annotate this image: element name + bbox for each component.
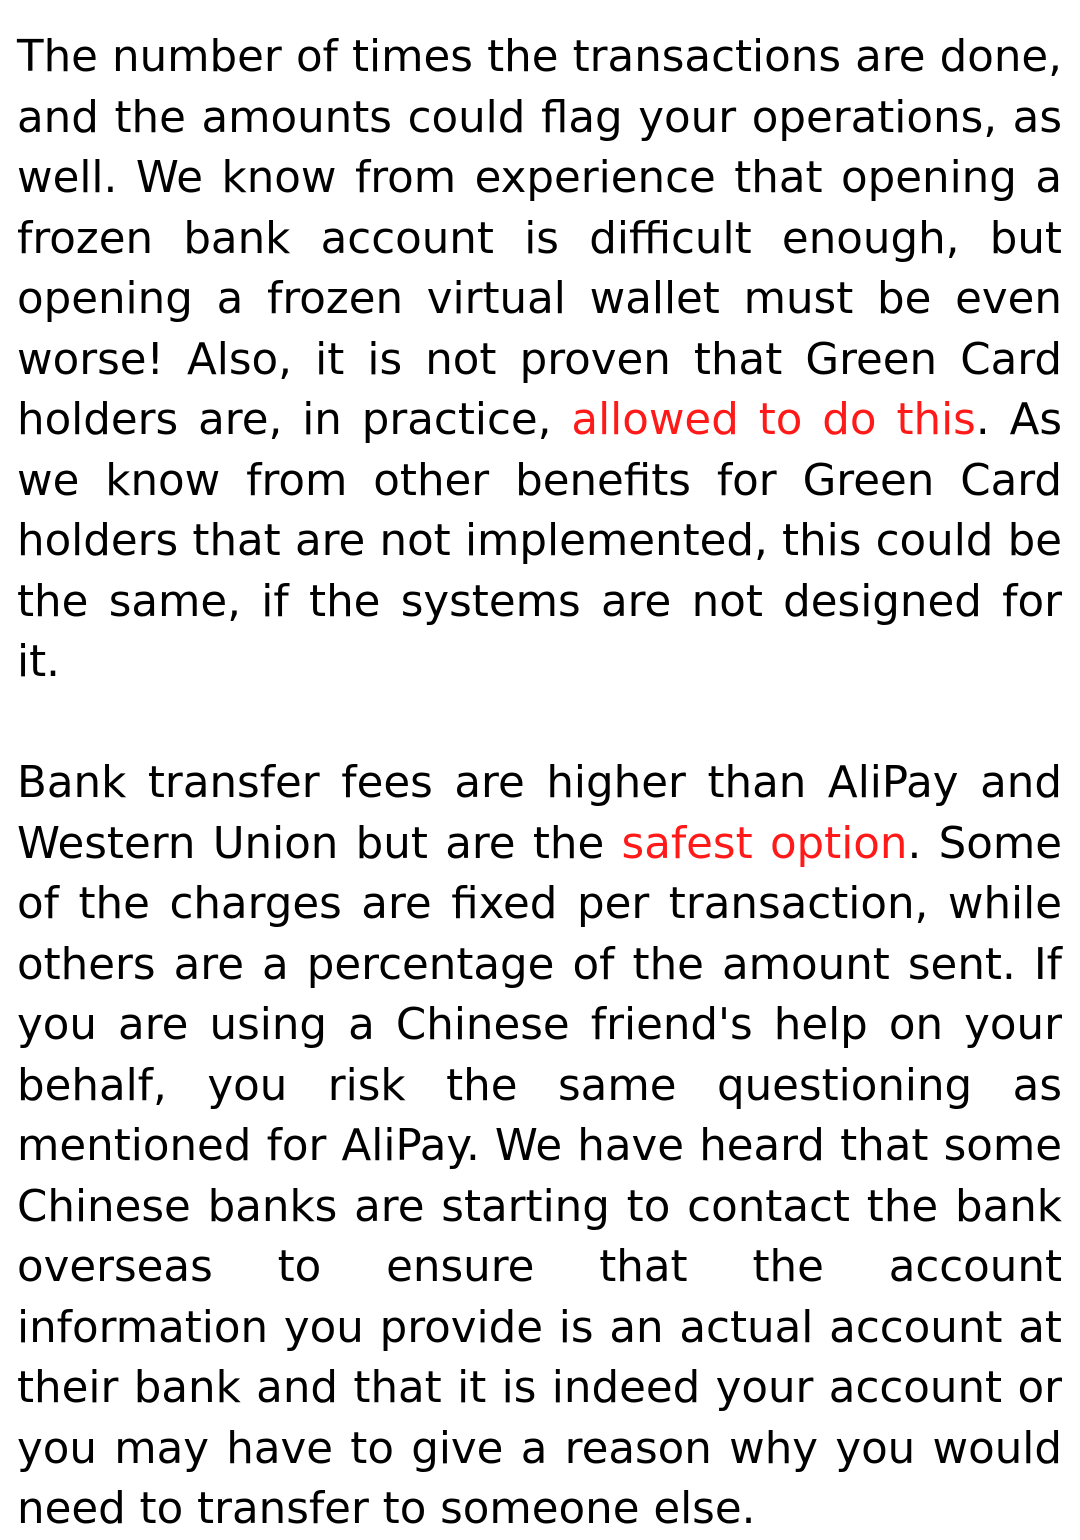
paragraph-1-text-end: . As we know from other benefits for Green Card holders that are not implemented, this could be the same, if the systems are not designed for it. (17, 395, 1062, 687)
allowed-to-do-this-link[interactable]: allowed to do this (571, 395, 976, 445)
paragraph-green-card (17, 27, 1062, 693)
paragraph-bank-transfer (17, 753, 1062, 1540)
article-body (17, 27, 1062, 1540)
paragraph-2-text-end: . Some of the charges are fixed per transaction, while others are a percentage of the amount sent. If you are using a Chinese friend's help on your behalf, you risk the same questioning as mentioned for AliPay. We have heard that some Chinese banks are starting to contact the bank overseas to ensure that the account information you provide is an actual account at their bank and that it is indeed your account or you may have to give a reason why you would need to transfer to someone else. (17, 818, 1062, 1534)
safest-option-link[interactable]: safest option (621, 818, 908, 869)
paragraph-1-text-start: The number of times the transactions are done, and the amounts could flag your operations, as well. We know from experience that opening a frozen bank account is difficult enough, but opening a frozen virtual wallet must be even worse! Also, it is not proven that Green Card holders are, in practice, (17, 32, 1062, 445)
paragraph-2-text-start: Bank transfer fees are higher than AliPay and Western Union but are the (17, 758, 1062, 869)
